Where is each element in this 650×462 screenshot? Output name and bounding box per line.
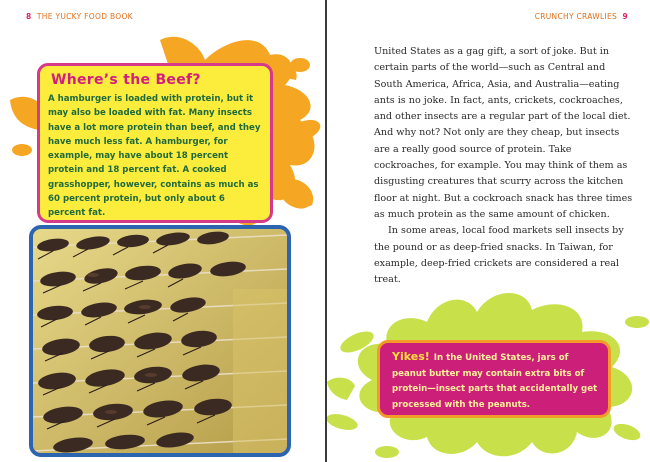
yikes-callout [377, 340, 611, 418]
crickets-illustration [33, 229, 287, 453]
sidebar-body: A hamburger is loaded with protein, but it may also be loaded with fat. Many insects have a lot more protein than beef, and they have much less fat. A hamburger, for example, may have about 18 percent protein and 18 percent fat. A cooked grasshopper, however, contains as much as 60 percent protein, but only about 6 percent fat. [48, 94, 261, 219]
right-page-header [535, 12, 628, 21]
right-running-title: CRUNCHY CRAWLIES [534, 12, 618, 21]
main-body-text [374, 44, 636, 288]
paragraph-2: In some areas, local food markets sell insects by the pound or as deep-fried snacks. In Taiwan, for example, deep-fried crickets are considered a real treat. [374, 225, 624, 286]
callout-text: In the United States, jars of peanut butter may contain extra bits of protein—insect parts that accidentally get processed with the peanuts. [392, 353, 598, 410]
sidebar-title: Where’s the Beef? [51, 72, 201, 88]
callout-lead: Yikes! [392, 350, 430, 363]
left-page-number: 8 [26, 12, 32, 21]
wheres-the-beef-sidebar [37, 63, 273, 223]
left-running-title: THE YUCKY FOOD BOOK [36, 12, 133, 21]
right-page [327, 0, 650, 462]
fried-crickets-photo [29, 225, 291, 457]
right-page-number: 9 [622, 12, 628, 21]
paragraph-1: United States as a gag gift, a sort of joke. But in certain parts of the world—such as Central and South America, Africa, Asia, and Australia—eating ants is no joke. In fact, ants, crickets, cockroaches, and other insects are a regular part of the local diet. And why not? Not only are they cheap, but insects are a really good source of protein. Take cockroaches, for example. You may think of them as disgusting creatures that scurry across the kitchen floor at night. But a cockroach snack has three times as much protein as the same amount of chicken. [374, 46, 633, 220]
